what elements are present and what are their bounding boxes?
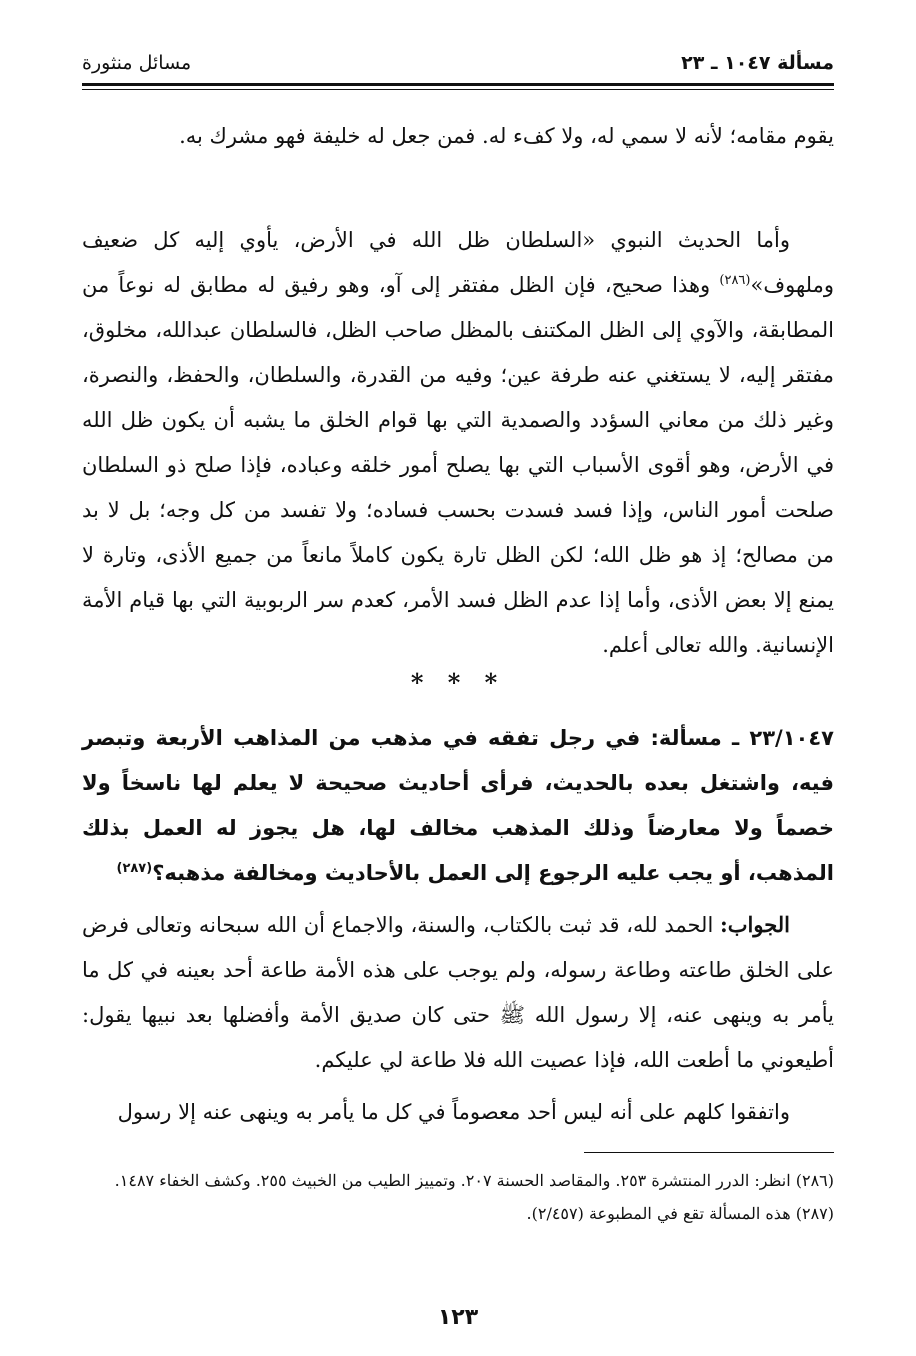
footnotes	[82, 1164, 834, 1230]
paragraph-1	[82, 114, 834, 159]
hadith-quote: وأما الحديث النبوي «السلطان ظل الله في الأرض، يأوي إليه كل ضعيف وملهوف»	[82, 228, 834, 297]
paragraph-2-text	[82, 218, 834, 668]
header-section-title: مسائل منثورة	[82, 52, 192, 74]
answer-paragraph	[82, 902, 834, 1083]
footnote-287: (٢٨٧) هذه المسألة تقع في المطبوعة (٢/٤٥٧).	[526, 1204, 834, 1223]
section-separator: * * *	[410, 668, 506, 697]
paragraph-5	[82, 1090, 834, 1135]
header-issue-number: مسألة ١٠٤٧ ـ ٢٣	[681, 52, 834, 74]
answer-body: الحمد لله، قد ثبت بالكتاب، والسنة، والاجماع أن الله سبحانه وتعالى فرض على الخلق طاعته وطاعة رسوله، ولم يوجب على هذه الأمة طاعة أحد بعينه في كل ما يأمر به وينهى عنه، إلا رسول الله ﷺ حتى كان صديق الأمة وأفضلها بعد نبيها يقول: أطيعوني ما أطعت الله، فإذا عصيت الله فلا طاعة لي عليكم.	[82, 913, 834, 1072]
question-heading	[82, 716, 834, 896]
footnote-ref-287[interactable]: (٢٨٧)	[116, 861, 153, 876]
question-body: ٢٣/١٠٤٧ ـ مسألة: في رجل تفقه في مذهب من المذاهب الأربعة وتبصر فيه، واشتغل بعده بالحديث، فرأى أحاديث صحيحة لا يعلم لها ناسخاً ولا خصماً ولا معارضاً وذلك المذهب مخالف لها، هل يجوز له العمل بذلك المذهب، أو يجب عليه الرجوع إلى العمل بالأحاديث ومخالفة مذهبه؟	[82, 726, 834, 885]
footnote-ref-286[interactable]: (٢٨٦)	[719, 273, 751, 288]
paragraph-1-text: يقوم مقامه؛ لأنه لا سمي له، ولا كفء له. فمن جعل له خليفة فهو مشرك به.	[179, 124, 834, 148]
header-rule-thick	[82, 83, 834, 86]
running-header	[82, 52, 834, 80]
footnote-rule	[584, 1152, 834, 1153]
header-rule-thin	[82, 89, 834, 90]
paragraph-2	[82, 218, 834, 668]
paragraph-2-rest: وهذا صحيح، فإن الظل مفتقر إلى آو، وهو رفيق له مطابق له نوعاً من المطابقة، والآوي إلى الظل المكتنف بالمظل صاحب الظل، فالسلطان عبدالله، مخلوق، مفتقر إليه، لا يستغني عنه طرفة عين؛ وفيه من القدرة، والسلطان، والحفظ، والنصرة، وغير ذلك من معاني السؤدد والصمدية التي بها قوام الخلق ما يشبه أن يكون ظل الله في الأرض، وهو أقوى الأسباب التي بها يصلح أمور خلقه وعباده، فإذا صلح ذو السلطان صلحت أمور الناس، وإذا فسد فسدت بحسب فساده؛ ولا تفسد من كل وجه؛ بل لا بد من مصالح؛ إذ هو ظل الله؛ لكن الظل تارة يكون كاملاً مانعاً من جميع الأذى، وتارة لا يمنع إلا بعض الأذى، وأما إذا عدم الظل فسد الأمر، كعدم سر الربوبية التي بها قيام الأمة الإنسانية. والله تعالى أعلم.	[82, 273, 835, 657]
page-number: ١٢٣	[437, 1305, 479, 1330]
paragraph-5-text: واتفقوا كلهم على أنه ليس أحد معصوماً في كل ما يأمر به وينهى عنه إلا رسول	[117, 1100, 790, 1124]
footnote-286: (٢٨٦) انظر: الدرر المنتشرة ٢٥٣. والمقاصد الحسنة ٢٠٧. وتمييز الطيب من الخبيث ٢٥٥. وكشف الخفاء ١٤٨٧.	[114, 1171, 834, 1190]
answer-text	[82, 902, 834, 1083]
answer-lead: الجواب:	[720, 912, 790, 937]
question-text	[82, 716, 834, 896]
